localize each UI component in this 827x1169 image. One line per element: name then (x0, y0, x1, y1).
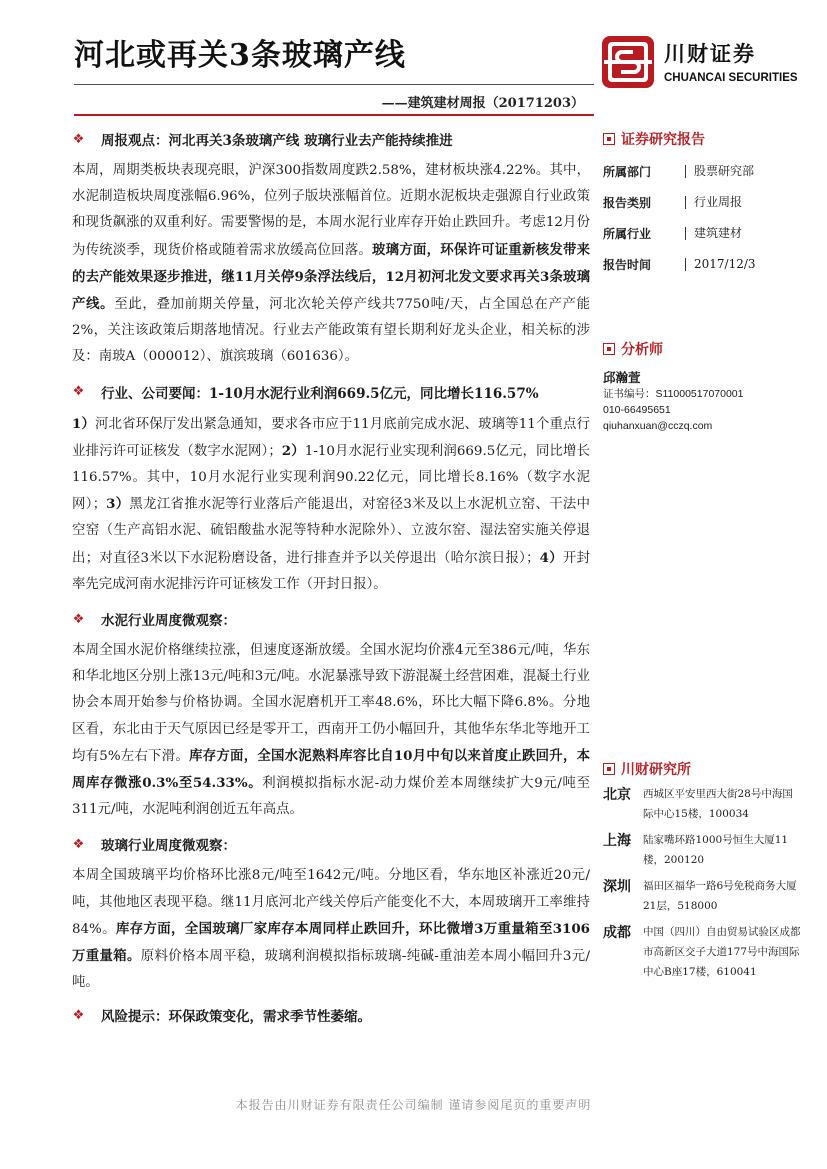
bold-text-run: 1） (72, 415, 96, 432)
diamond-bullet-icon: ❖ (72, 836, 85, 852)
report-meta (603, 156, 803, 280)
sidebar (603, 128, 803, 988)
section-paragraph (72, 863, 590, 996)
analyst-heading (603, 338, 803, 360)
footer-disclaimer: 本报告由川财证券有限责任公司编制 谨请参阅尾页的重要声明 (235, 1098, 592, 1112)
office-city: 成都 (603, 925, 631, 941)
meta-value: 行业周报 (685, 196, 742, 209)
diamond-bullet-icon: ❖ (72, 384, 85, 400)
section-heading-text: 行业、公司要闻：1-10月水泥行业利润669.5亿元，同比增长116.57% (101, 385, 539, 402)
section-square-icon (603, 763, 615, 775)
section-paragraph (72, 411, 590, 598)
bold-text-run: 2） (281, 442, 305, 459)
section-square-icon (603, 133, 615, 145)
subtitle-divider (74, 114, 594, 116)
text-run: 黑龙江省推水泥等行业落后产能退出，对窑径3米及以上水泥机立窑、干法中空窑（生产高铝水泥、硫铝酸盐水泥等特种水泥除外）、立波尔窑、湿法窑实施关停退出；对直径3米以下水泥粉磨设备，进行排查并予以关停退出（哈尔滨日报）； (72, 497, 590, 566)
analyst-cert: 证书编号：S1100051707000​1 (603, 388, 744, 400)
meta-label: 所属部门 (603, 165, 652, 179)
section-heading-text: 风险提示：环保政策变化，需求季节性萎缩。 (101, 1009, 371, 1026)
page-title: 河北或再关3条玻璃产线 (74, 38, 406, 73)
meta-row (603, 156, 803, 187)
analyst-phone: 010-66495651 (603, 404, 671, 416)
meta-value: 股票研究部 (685, 165, 754, 178)
section-heading-text: 周报观点：河北再关3条玻璃产线 玻璃行业去产能持续推进 (101, 133, 453, 149)
section-paragraph (72, 158, 590, 371)
section-heading (72, 128, 590, 150)
meta-label: 报告时间 (603, 258, 652, 272)
section-heading-text: 水泥行业周度微观察： (101, 613, 236, 630)
office-address: 陆家嘴环路1000号恒生大厦11楼，200120 (643, 834, 789, 866)
section-paragraph (72, 638, 590, 823)
report-subtitle: ——建筑建材周报（20171203） (381, 96, 584, 111)
section-heading-text: 玻璃行业周度微观察： (101, 838, 236, 855)
diamond-bullet-icon: ❖ (72, 1007, 85, 1023)
section-heading (72, 833, 590, 855)
text-run: 1-10月水泥行业实现利润669.5亿元，同比增长116.57%。其中，10月水泥行业实现利润90.22亿元，同比增长8.16%（数字水泥网）； (72, 443, 590, 513)
office-entry (603, 830, 803, 870)
title-divider (74, 84, 594, 85)
section-heading (72, 1004, 590, 1026)
office-entry (603, 784, 803, 824)
bold-text-run: 库存方面，全国玻璃厂家库存本周同样止跌回升，环比微增3万重量箱至3106万重量箱。 (72, 920, 590, 965)
report-heading-label: 证券研究报告 (621, 132, 705, 148)
institute-heading (603, 758, 803, 780)
text-run: 至此，叠加前期关停量，河北次轮关停产线共7750吨/天，占全国总在产产能2%，关注该政策后期落地情况。行业去产能政策有望长期利好龙头企业，相关标的涉及：南玻A（000012）、旗滨玻璃（601636）。 (72, 297, 591, 365)
bold-text-run: 库存方面，全国水泥熟料库容比自10月中旬以来首度止跌回升，本周库存微涨0.3%至54.33%。 (72, 747, 590, 792)
office-address: 西城区平安里西大街28号中海国际中心15楼，100034 (643, 788, 793, 820)
brand-name-en: CHUANCAI SECURITIES (664, 72, 798, 84)
text-run: 本周全国水泥价格继续拉涨，但速度逐渐放缓。全国水泥均价涨4元至386元/吨，华东和华北地区分别上涨13元/吨和3元/吨。水泥暴涨导致下游混凝土经营困难，混凝土行业协会本周开始参与价格协调。全国水泥磨机开工率48.6%，环比大幅下降6.8%。分地区看，东北由于天气原因已经是零开工，西南开工仍小幅回升，其他华东华北等地开工均有5%左右下滑。 (72, 643, 590, 764)
bold-text-run: 4） (539, 549, 563, 566)
meta-row (603, 249, 803, 280)
text-run: 本周，周期类板块表现亮眼，沪深300指数周度跌2.58%，建材板块涨4.22%。其中，水泥制造板块周度涨幅6.96%，位列子版块涨幅首位。近期水泥板块走强源自行业政策和现货飙涨的双重利好。需要警惕的是，本周水泥行业库存开始止跌回升。考虑12月份为传统淡季，现货价格或随着需求放缓高位回落。 (72, 163, 590, 258)
text-run: 本周全国玻璃平均价格环比涨8元/吨至1642元/吨。分地区看，华东地区补涨近20元/吨，其他地区表现平稳。继11月底河北产线关停后产能变化不大，本周玻璃开工率维持84%。 (72, 868, 590, 937)
meta-value: 建筑建材 (685, 227, 742, 240)
text-run: 原料价格本周平稳，玻璃利润模拟指标玻璃-纯碱-重油差本周小幅回升3元/吨。 (72, 949, 591, 991)
analyst-name: 邱瀚萱 (603, 370, 641, 385)
brand-logo (600, 34, 800, 90)
meta-label: 所属行业 (603, 227, 652, 241)
meta-label: 报告类别 (603, 196, 652, 210)
office-city: 北京 (603, 787, 631, 803)
office-address: 福田区福华一路6号免税商务大厦21层，518000 (643, 880, 797, 912)
brand-name-cn: 川财证券 (664, 42, 756, 66)
office-entry (603, 922, 803, 982)
report-heading (603, 128, 803, 150)
analyst-heading-label: 分析师 (621, 342, 663, 358)
institute-heading-label: 川财研究所 (621, 762, 691, 778)
diamond-bullet-icon: ❖ (72, 611, 85, 627)
office-city: 上海 (603, 833, 631, 849)
office-entry (603, 876, 803, 916)
office-city: 深圳 (603, 879, 631, 895)
section-square-icon (603, 343, 615, 355)
meta-row (603, 218, 803, 249)
meta-value: 2017/12/3 (685, 258, 756, 271)
text-run: 河北省环保厅发出紧急通知，要求各市应于11月底前完成水泥、玻璃等11个重点行业排污许可证核发（数字水泥网）； (72, 416, 590, 459)
text-run: 开封率先完成河南水泥排污许可证核发工作（开封日报）。 (72, 550, 590, 592)
office-address: 中国（四川）自由贸易试验区成都市高新区交子大道177号中海国际中心B座17楼，610041 (643, 926, 801, 978)
meta-row (603, 187, 803, 218)
bold-text-run: 3） (106, 496, 130, 513)
text-run: 利润模拟指标水泥-动力煤价差本周继续扩大9元/吨至311元/吨，水泥吨利润创近五年高点。 (72, 776, 590, 818)
section-heading (72, 381, 590, 403)
main-content (72, 128, 590, 1026)
chuancai-logo-icon (600, 34, 656, 90)
analyst-email: qiuhanxuan@cczq.com (603, 420, 713, 432)
office-list (603, 784, 803, 982)
diamond-bullet-icon: ❖ (72, 131, 85, 147)
section-heading (72, 608, 590, 630)
bold-text-run: 玻璃方面，环保许可证重新核发带来的去产能效果逐步推进，继11月关停9条浮法线后，12月初河北发文要求再关3条玻璃产线。 (72, 241, 591, 313)
